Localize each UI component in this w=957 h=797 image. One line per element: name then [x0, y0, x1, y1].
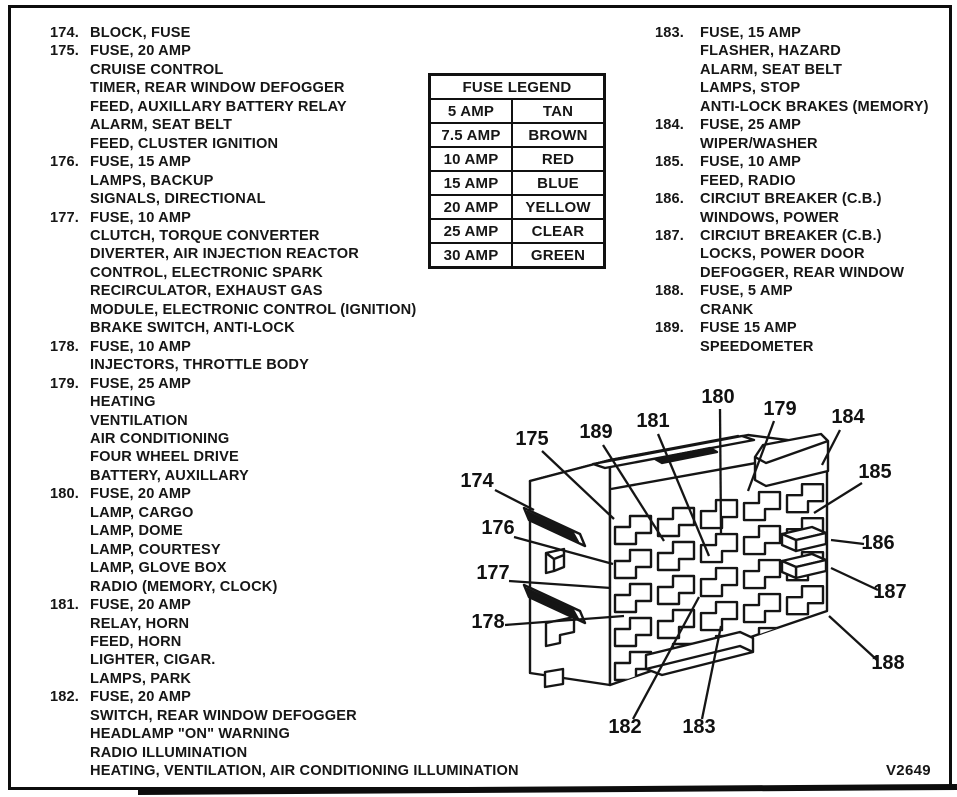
entry-sub: RELAY, HORN: [90, 615, 190, 632]
entry-title: BLOCK, FUSE: [90, 25, 191, 41]
entry-title: FUSE, 20 AMP: [90, 486, 192, 503]
callout-leader-line: [495, 490, 534, 510]
legend-row: [430, 171, 605, 195]
callout-leader-line: [829, 616, 877, 660]
entry-sub: LIGHTER, CIGAR.: [90, 652, 216, 669]
figure-code: V2649: [886, 762, 931, 779]
fuse-entry: [50, 338, 519, 356]
entry-number: 175.: [50, 43, 80, 60]
callout-number: 178: [471, 611, 505, 633]
entry-sub: FLASHER, HAZARD: [700, 43, 841, 60]
callout-number: 177: [476, 562, 510, 584]
entry-title: FUSE, 20 AMP: [90, 689, 192, 706]
entry-sub: SWITCH, REAR WINDOW DEFOGGER: [90, 707, 357, 724]
entry-sub: RADIO ILLUMINATION: [90, 744, 248, 761]
entry-number: 185.: [655, 154, 685, 171]
entry-sub: DEFOGGER, REAR WINDOW: [700, 264, 905, 281]
entry-number: 174.: [50, 25, 80, 41]
entry-title: FUSE, 10 AMP: [90, 209, 192, 226]
callout-leader-line: [831, 568, 878, 590]
legend-amp-cell: 7.5 AMP: [430, 123, 513, 147]
callout-number: 185: [858, 461, 892, 483]
fuse-entry: [655, 24, 929, 42]
entry-sub: LAMPS, BACKUP: [90, 172, 214, 189]
callout-number: 181: [636, 410, 670, 432]
callout-number: 174: [460, 470, 494, 492]
fuse-entry: [50, 42, 519, 60]
entry-sub: LAMP, DOME: [90, 523, 183, 540]
entry-sub: TIMER, REAR WINDOW DEFOGGER: [90, 80, 345, 97]
entry-sub: LAMP, GLOVE BOX: [90, 560, 227, 577]
fuse-slot: [787, 620, 823, 648]
callout-number: 187: [873, 581, 907, 603]
entry-sub: HEADLAMP "ON" WARNING: [90, 726, 290, 743]
entry-sub: BRAKE SWITCH, ANTI-LOCK: [90, 320, 295, 337]
legend-amp-cell: 5 AMP: [430, 99, 513, 123]
legend-amp-cell: 15 AMP: [430, 171, 513, 195]
entry-sub: FOUR WHEEL DRIVE: [90, 449, 239, 466]
fuse-legend-table: [428, 73, 606, 269]
fuse-entry: [50, 688, 519, 706]
entry-sub: FEED, RADIO: [700, 172, 796, 189]
box-foot: [545, 669, 563, 687]
entry-number: 179.: [50, 375, 80, 392]
fuse-entry: [655, 227, 929, 245]
entry-title: FUSE, 5 AMP: [700, 283, 793, 300]
legend-amp-cell: 20 AMP: [430, 195, 513, 219]
entry-sub: MODULE, ELECTRONIC CONTROL (IGNITION): [90, 301, 417, 318]
entry-sub: SPEEDOMETER: [700, 338, 814, 355]
fuse-entry: [50, 24, 519, 42]
entry-sub: HEATING: [90, 394, 156, 411]
entry-sub: DIVERTER, AIR INJECTION REACTOR: [90, 246, 359, 263]
entry-sub: LAMPS, STOP: [700, 80, 801, 97]
fuse-entry: [50, 485, 519, 503]
entry-title: FUSE, 15 AMP: [700, 25, 802, 41]
callout-number: 176: [481, 517, 515, 539]
entry-number: 182.: [50, 689, 80, 706]
entry-sub: INJECTORS, THROTTLE BODY: [90, 357, 310, 374]
entry-sub: ALARM, SEAT BELT: [90, 117, 233, 134]
entry-number: 180.: [50, 486, 80, 503]
callout-number: 186: [861, 532, 895, 554]
legend-amp-cell: 30 AMP: [430, 243, 513, 268]
entry-sub: CONTROL, ELECTRONIC SPARK: [90, 264, 323, 281]
entry-sub: LOCKS, POWER DOOR: [700, 246, 865, 263]
fuse-box-body: [524, 434, 828, 687]
fuse-entry: [50, 596, 519, 614]
legend-row: [430, 99, 605, 123]
callout-number: 182: [608, 716, 642, 738]
callout-number: 184: [831, 406, 865, 428]
fuse-entry: [655, 282, 929, 300]
legend-amp-cell: 10 AMP: [430, 147, 513, 171]
entry-sub: RADIO (MEMORY, CLOCK): [90, 578, 278, 595]
entry-title: FUSE, 10 AMP: [90, 338, 192, 355]
entry-sub: RECIRCULATOR, EXHAUST GAS: [90, 283, 323, 300]
entry-sub: WINDOWS, POWER: [700, 209, 840, 226]
entry-sub: CLUTCH, TORQUE CONVERTER: [90, 227, 320, 244]
entry-number: 184.: [655, 117, 685, 134]
legend-row: [430, 195, 605, 219]
entry-title: FUSE, 20 AMP: [90, 597, 192, 614]
callout-number: 175: [515, 428, 549, 450]
callout-leader-line: [720, 409, 721, 533]
legend-header-row: [430, 75, 605, 100]
callout-number: 183: [682, 716, 716, 738]
entry-sub: FEED, CLUSTER IGNITION: [90, 135, 279, 152]
entry-sub: SIGNALS, DIRECTIONAL: [90, 191, 266, 208]
fuse-box-diagram: [450, 383, 950, 755]
legend-color-cell: BROWN: [512, 123, 605, 147]
entry-number: 187.: [655, 227, 685, 244]
legend-color-cell: CLEAR: [512, 219, 605, 243]
entry-title: FUSE 15 AMP: [700, 320, 797, 337]
fuse-entry: [50, 375, 519, 393]
entry-sub: ALARM, SEAT BELT: [700, 61, 843, 78]
legend-color-cell: RED: [512, 147, 605, 171]
callout-number: 188: [871, 652, 905, 674]
entry-number: 176.: [50, 154, 80, 171]
entry-title: FUSE, 10 AMP: [700, 154, 802, 171]
entry-sub: LAMP, CARGO: [90, 504, 194, 521]
legend-row: [430, 147, 605, 171]
entry-title: FUSE, 15 AMP: [90, 154, 192, 171]
legend-row: [430, 219, 605, 243]
legend-amp-cell: 25 AMP: [430, 219, 513, 243]
callout-number: 189: [579, 421, 613, 443]
fuse-index-right: [655, 24, 929, 356]
entry-sub: BATTERY, AUXILLARY: [90, 467, 249, 484]
entry-sub: FEED, HORN: [90, 633, 182, 650]
fuse-entry: [655, 190, 929, 208]
entry-sub: WIPER/WASHER: [700, 135, 818, 152]
legend-title: FUSE LEGEND: [430, 75, 605, 100]
fuse-entry: [655, 153, 929, 171]
entry-number: 177.: [50, 209, 80, 226]
entry-number: 186.: [655, 191, 685, 208]
callout-number: 179: [763, 398, 797, 420]
entry-number: 181.: [50, 597, 80, 614]
legend-color-cell: GREEN: [512, 243, 605, 268]
legend-color-cell: TAN: [512, 99, 605, 123]
entry-number: 183.: [655, 25, 685, 41]
box-side-panel: [530, 460, 610, 685]
entry-sub: LAMP, COURTESY: [90, 541, 221, 558]
legend-row: [430, 123, 605, 147]
entry-title: FUSE, 25 AMP: [90, 375, 192, 392]
entry-number: 178.: [50, 338, 80, 355]
fuse-entry: [655, 319, 929, 337]
entry-sub: AIR CONDITIONING: [90, 430, 230, 447]
entry-number: 189.: [655, 320, 685, 337]
fuse-entry: [655, 116, 929, 134]
legend-color-cell: BLUE: [512, 171, 605, 195]
entry-sub: ANTI-LOCK BRAKES (MEMORY): [700, 98, 929, 115]
entry-title: FUSE, 25 AMP: [700, 117, 802, 134]
entry-title: FUSE, 20 AMP: [90, 43, 192, 60]
legend-color-cell: YELLOW: [512, 195, 605, 219]
callout-leader-line: [831, 540, 864, 544]
legend-row: [430, 243, 605, 268]
entry-title: CIRCIUT BREAKER (C.B.): [700, 227, 882, 244]
entry-sub: CRUISE CONTROL: [90, 61, 224, 78]
entry-sub: FEED, AUXILLARY BATTERY RELAY: [90, 98, 347, 115]
entry-sub: VENTILATION: [90, 412, 188, 429]
entry-sub: CRANK: [700, 301, 754, 318]
entry-number: 188.: [655, 283, 685, 300]
entry-sub: HEATING, VENTILATION, AIR CONDITIONING ILLUMINATION: [90, 763, 519, 780]
entry-title: CIRCIUT BREAKER (C.B.): [700, 191, 882, 208]
callout-number: 180: [701, 386, 735, 408]
entry-sub: LAMPS, PARK: [90, 670, 192, 687]
